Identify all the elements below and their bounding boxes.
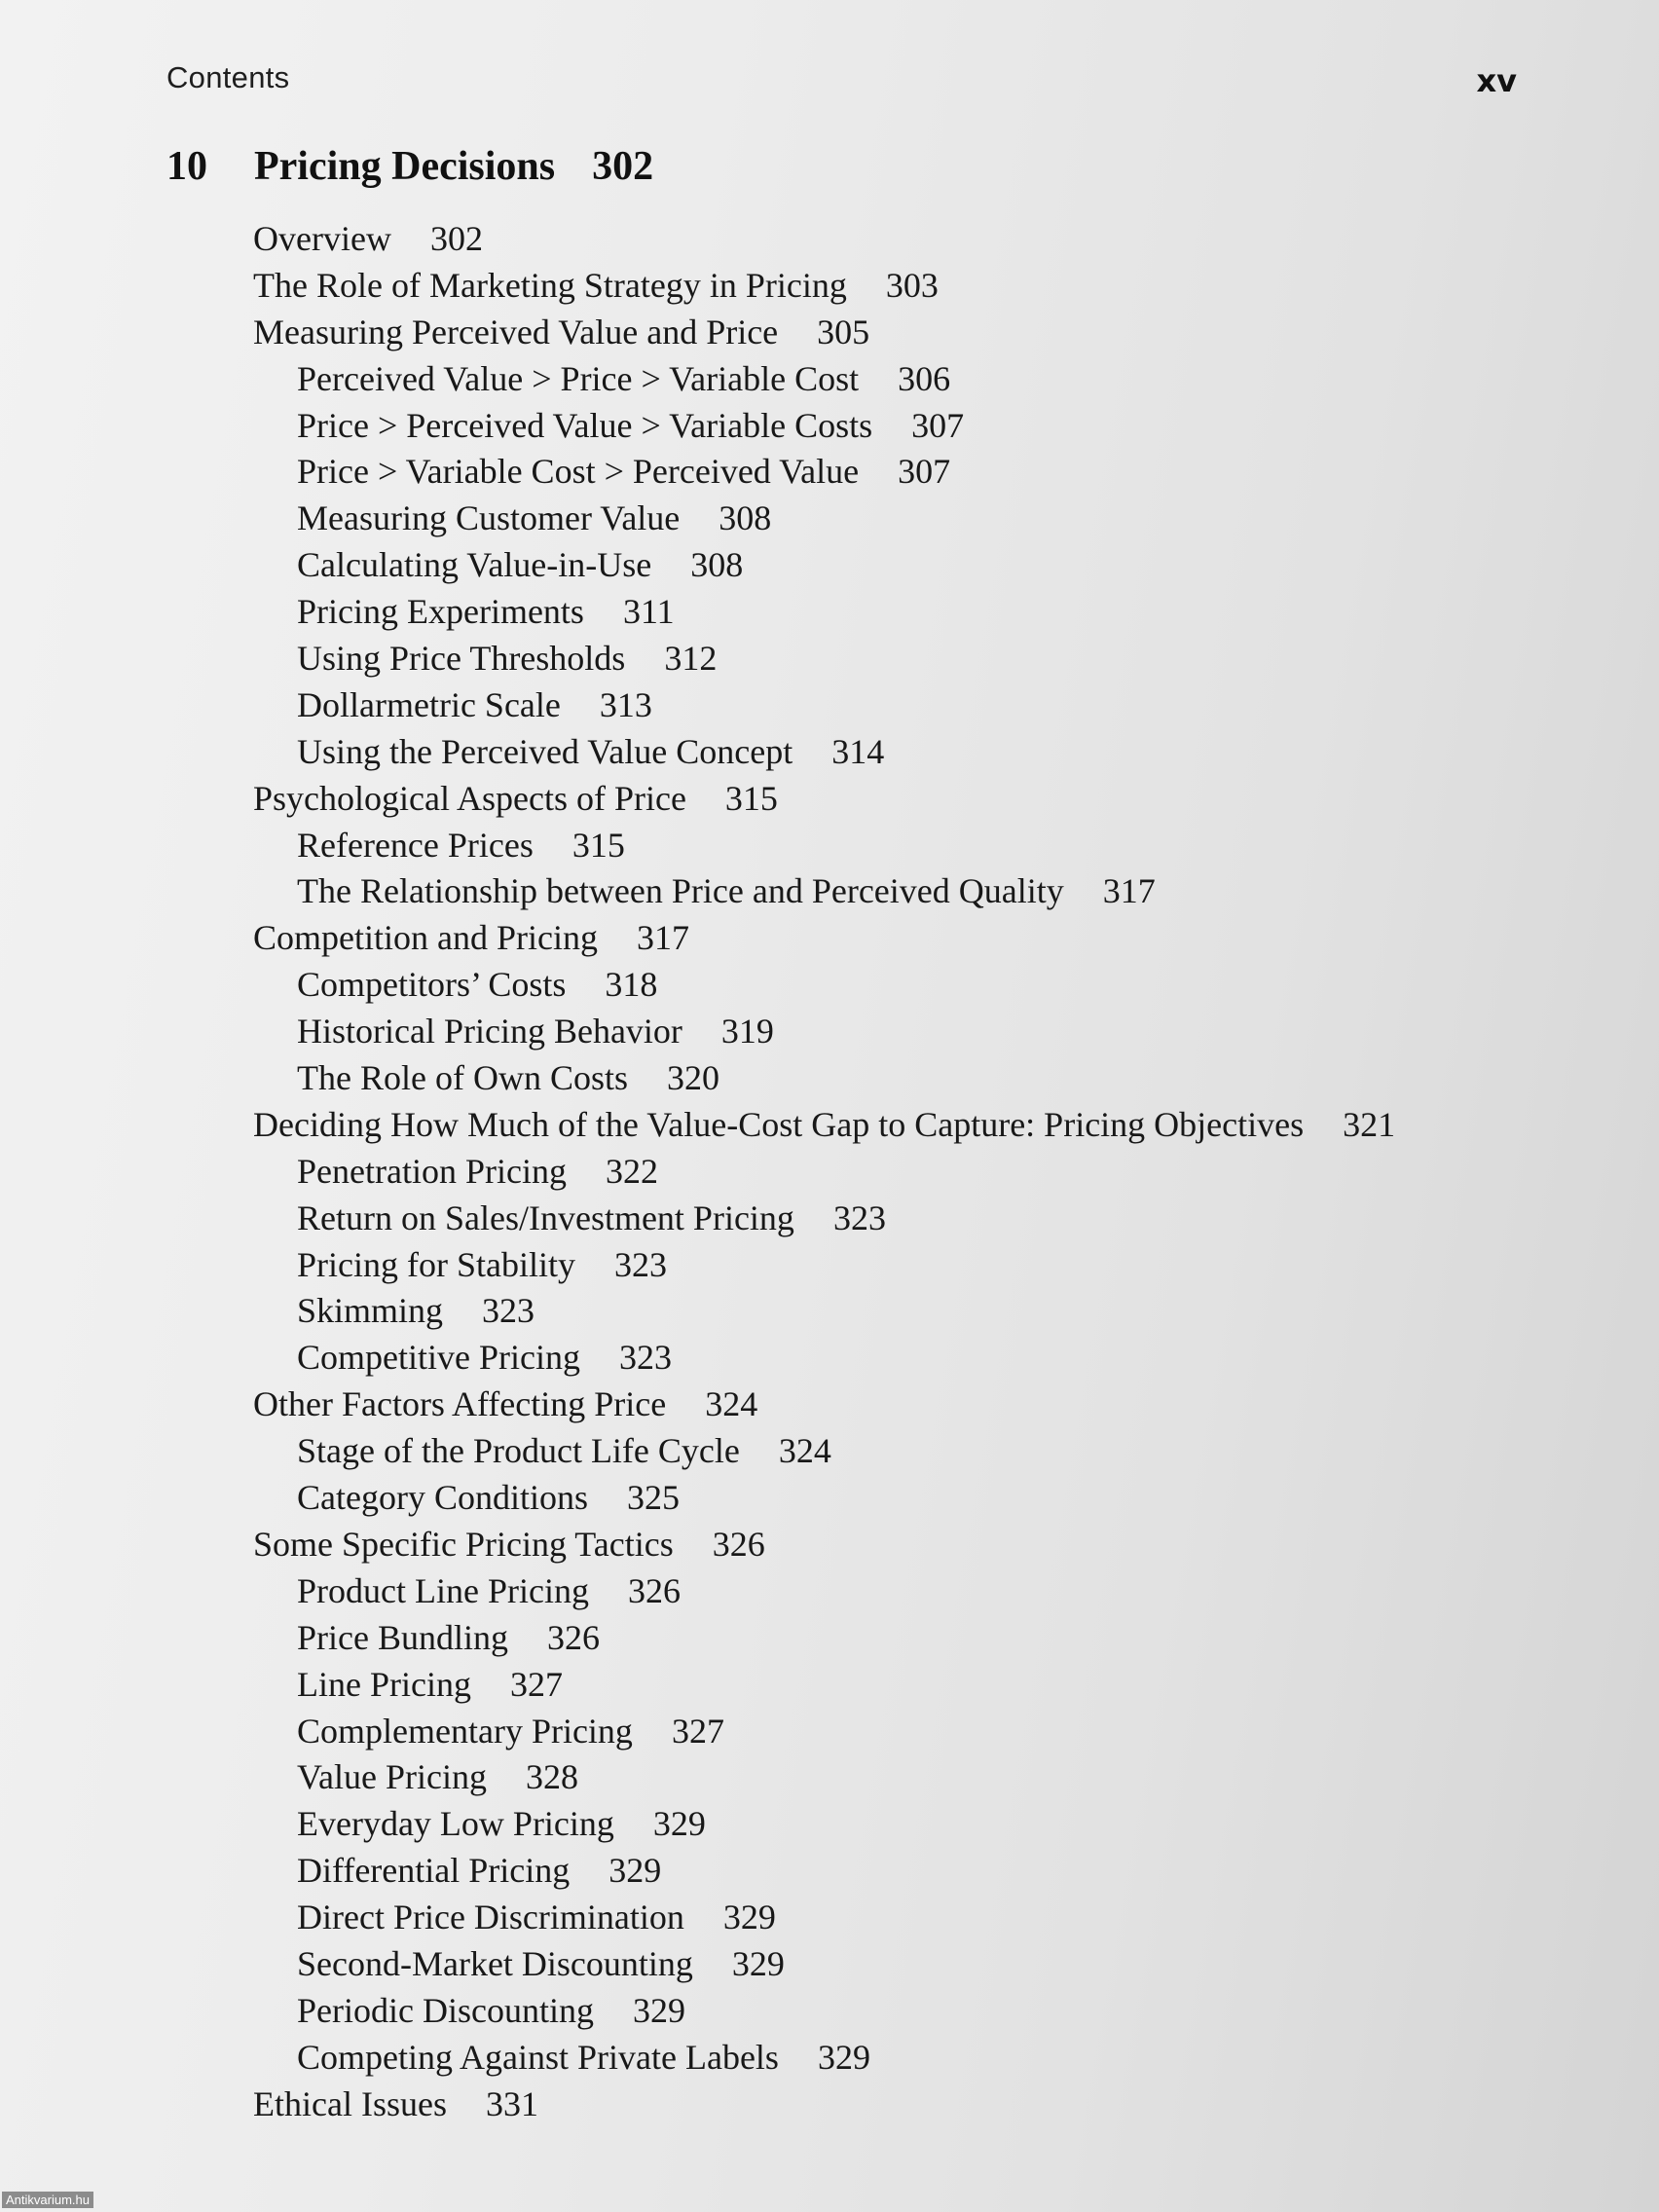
toc-entry-page: 324 bbox=[778, 1431, 831, 1471]
toc-entry-title: Using the Perceived Value Concept bbox=[297, 731, 793, 771]
toc-entry-page: 307 bbox=[898, 452, 951, 492]
toc-entry bbox=[0, 636, 1659, 682]
toc-entry-title: Perceived Value > Price > Variable Cost bbox=[297, 358, 860, 398]
toc-entry bbox=[0, 496, 1659, 542]
toc-entry-title: Calculating Value-in-Use bbox=[297, 545, 652, 585]
toc-entry-title: Complementary Pricing bbox=[297, 1711, 633, 1751]
toc-entry-page: 323 bbox=[832, 1198, 886, 1237]
toc-entry-page: 327 bbox=[671, 1711, 724, 1751]
toc-entry-title: Differential Pricing bbox=[297, 1851, 571, 1891]
toc-entry-page: 329 bbox=[632, 1990, 685, 2030]
toc-entry-page: 320 bbox=[666, 1058, 719, 1098]
toc-entry-title: Value Pricing bbox=[297, 1757, 487, 1797]
toc-entry bbox=[0, 1055, 1659, 1102]
toc-entry-page: 329 bbox=[722, 1898, 776, 1937]
toc-entry bbox=[0, 823, 1659, 869]
toc-entry bbox=[0, 542, 1659, 589]
toc-entry bbox=[0, 1242, 1659, 1289]
toc-entry-title: Everyday Low Pricing bbox=[297, 1804, 614, 1844]
toc-entry-page: 317 bbox=[1102, 871, 1156, 911]
toc-entry-title: Price Bundling bbox=[297, 1617, 508, 1657]
toc-entry-page: 326 bbox=[712, 1524, 765, 1564]
toc-entry-page: 305 bbox=[817, 312, 870, 351]
toc-entry bbox=[0, 403, 1659, 450]
toc-entry bbox=[0, 1475, 1659, 1522]
toc-entry-page: 324 bbox=[705, 1384, 758, 1424]
toc-entry-title: Direct Price Discrimination bbox=[297, 1898, 684, 1937]
toc-entry-title: Skimming bbox=[297, 1291, 444, 1331]
toc-entry-title: Deciding How Much of the Value-Cost Gap to Capture: Pricing Objectives bbox=[253, 1104, 1305, 1144]
toc-entry-title: Using Price Thresholds bbox=[297, 639, 626, 679]
toc-entry-page: 317 bbox=[636, 918, 689, 958]
toc-entry bbox=[0, 449, 1659, 496]
toc-entry-page: 306 bbox=[898, 358, 951, 398]
toc-entry-title: Line Pricing bbox=[297, 1664, 471, 1704]
toc-entry-page: 303 bbox=[885, 265, 939, 305]
toc-entry-page: 329 bbox=[608, 1851, 662, 1891]
toc-entry-title: Competing Against Private Labels bbox=[297, 2037, 779, 2077]
toc-entry-title: Measuring Customer Value bbox=[297, 498, 681, 538]
toc-entry bbox=[0, 1522, 1659, 1568]
toc-entry-page: 327 bbox=[509, 1664, 563, 1704]
toc-entry-page: 328 bbox=[525, 1757, 578, 1797]
toc-entry-title: Competitive Pricing bbox=[297, 1338, 580, 1378]
chapter-page: 302 bbox=[592, 144, 654, 189]
toc-entry-page: 322 bbox=[605, 1151, 658, 1191]
toc-entry-page: 308 bbox=[719, 498, 772, 538]
toc-entry bbox=[0, 263, 1659, 310]
toc-entry bbox=[0, 1568, 1659, 1615]
chapter-number: 10 bbox=[166, 144, 207, 189]
toc-entry-title: Return on Sales/Investment Pricing bbox=[297, 1198, 794, 1237]
toc-entry bbox=[0, 868, 1659, 915]
toc-entry bbox=[0, 1615, 1659, 1662]
toc-entry bbox=[0, 1754, 1659, 1801]
toc-entry-page: 315 bbox=[571, 825, 625, 865]
toc-list bbox=[0, 216, 1659, 2128]
toc-entry bbox=[0, 1196, 1659, 1242]
toc-entry-page: 326 bbox=[546, 1617, 600, 1657]
toc-entry-title: The Role of Marketing Strategy in Pricing bbox=[253, 265, 847, 305]
toc-entry-page: 314 bbox=[831, 731, 885, 771]
toc-entry bbox=[0, 1662, 1659, 1709]
toc-entry bbox=[0, 1288, 1659, 1335]
toc-entry-title: Price > Variable Cost > Perceived Value bbox=[297, 452, 860, 492]
toc-entry-page: 315 bbox=[724, 778, 778, 818]
toc-entry-title: Category Conditions bbox=[297, 1478, 588, 1518]
toc-entry-page: 321 bbox=[1343, 1104, 1396, 1144]
toc-entry bbox=[0, 310, 1659, 356]
toc-entry-title: Ethical Issues bbox=[253, 2083, 447, 2123]
toc-entry-page: 325 bbox=[627, 1478, 680, 1518]
toc-entry bbox=[0, 682, 1659, 729]
toc-entry bbox=[0, 1382, 1659, 1428]
toc-entry-title: Second-Market Discounting bbox=[297, 1943, 693, 1983]
toc-entry-title: Overview bbox=[253, 219, 391, 258]
toc-entry-title: Other Factors Affecting Price bbox=[253, 1384, 667, 1424]
toc-entry-page: 329 bbox=[817, 2037, 870, 2077]
toc-entry bbox=[0, 962, 1659, 1009]
toc-entry-page: 323 bbox=[618, 1338, 672, 1378]
toc-entry-page: 312 bbox=[664, 639, 718, 679]
toc-entry bbox=[0, 1428, 1659, 1475]
toc-entry-page: 308 bbox=[690, 545, 744, 585]
toc-entry-page: 307 bbox=[911, 405, 965, 445]
toc-entry-title: Product Line Pricing bbox=[297, 1570, 589, 1610]
toc-entry-page: 326 bbox=[627, 1570, 681, 1610]
toc-entry-page: 302 bbox=[429, 219, 483, 258]
running-head: Contents bbox=[166, 60, 290, 94]
toc-entry bbox=[0, 356, 1659, 403]
toc-entry-title: Pricing Experiments bbox=[297, 592, 584, 632]
toc-entry-page: 331 bbox=[485, 2083, 538, 2123]
toc-entry-page: 329 bbox=[731, 1943, 785, 1983]
toc-entry bbox=[0, 1009, 1659, 1055]
toc-entry-title: Competitors’ Costs bbox=[297, 965, 567, 1005]
toc-entry-title: Historical Pricing Behavior bbox=[297, 1012, 682, 1051]
toc-entry bbox=[0, 589, 1659, 636]
toc-entry-title: Some Specific Pricing Tactics bbox=[253, 1524, 674, 1564]
toc-entry-page: 311 bbox=[622, 592, 675, 632]
toc-entry-page: 319 bbox=[720, 1012, 774, 1051]
toc-entry-title: Price > Perceived Value > Variable Costs bbox=[297, 405, 873, 445]
toc-entry-title: Stage of the Product Life Cycle bbox=[297, 1431, 740, 1471]
toc-entry-title: The Relationship between Price and Perceived Quality bbox=[297, 871, 1064, 911]
toc-entry bbox=[0, 1848, 1659, 1895]
toc-entry bbox=[0, 1102, 1659, 1149]
page-number: xv bbox=[1476, 62, 1517, 99]
toc-entry bbox=[0, 1941, 1659, 1988]
chapter-heading bbox=[166, 143, 653, 190]
toc-entry bbox=[0, 1988, 1659, 2035]
toc-entry bbox=[0, 729, 1659, 776]
toc-entry-title: Periodic Discounting bbox=[297, 1990, 594, 2030]
toc-entry bbox=[0, 776, 1659, 823]
toc-entry bbox=[0, 1709, 1659, 1755]
toc-entry-title: Measuring Perceived Value and Price bbox=[253, 312, 779, 351]
toc-entry bbox=[0, 1149, 1659, 1196]
toc-entry bbox=[0, 2082, 1659, 2128]
toc-entry bbox=[0, 1335, 1659, 1382]
toc-entry-page: 313 bbox=[599, 684, 652, 724]
toc-entry-title: Penetration Pricing bbox=[297, 1151, 567, 1191]
toc-entry bbox=[0, 915, 1659, 962]
toc-entry-page: 329 bbox=[652, 1804, 706, 1844]
toc-entry bbox=[0, 1801, 1659, 1848]
toc-entry-page: 323 bbox=[482, 1291, 535, 1331]
toc-entry-page: 323 bbox=[613, 1244, 667, 1284]
toc-entry bbox=[0, 2035, 1659, 2082]
toc-entry bbox=[0, 1895, 1659, 1941]
watermark: Antikvarium.hu bbox=[2, 2192, 93, 2208]
toc-entry-page: 318 bbox=[605, 965, 658, 1005]
toc-entry bbox=[0, 216, 1659, 263]
toc-entry-title: The Role of Own Costs bbox=[297, 1058, 628, 1098]
toc-entry-title: Dollarmetric Scale bbox=[297, 684, 561, 724]
chapter-title: Pricing Decisions bbox=[254, 144, 556, 189]
toc-entry-title: Reference Prices bbox=[297, 825, 534, 865]
toc-entry-title: Competition and Pricing bbox=[253, 918, 598, 958]
toc-entry-title: Pricing for Stability bbox=[297, 1244, 575, 1284]
toc-entry-title: Psychological Aspects of Price bbox=[253, 778, 686, 818]
